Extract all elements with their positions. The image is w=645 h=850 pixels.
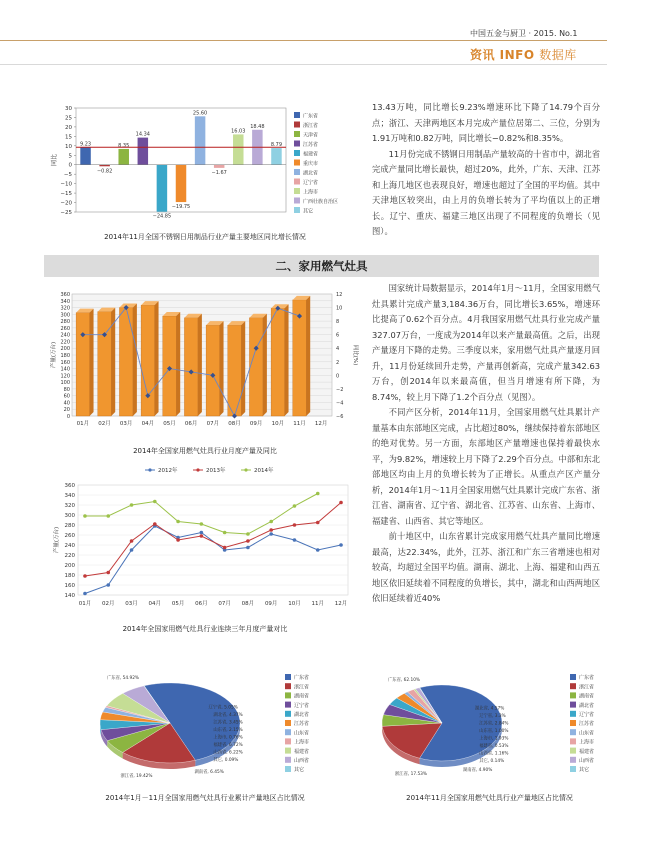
x-tick-label: 04月 (148, 601, 162, 607)
y-tick-label: 25 (65, 115, 72, 122)
legend-swatch (285, 720, 291, 726)
series-point (339, 543, 343, 547)
slice-label: 上海市, 1.93% (479, 736, 509, 742)
x-tick-label: 10月 (271, 421, 285, 427)
series-point (83, 574, 87, 578)
x-tick-label: 07月 (206, 421, 220, 427)
x-tick-label: 03月 (125, 601, 138, 607)
legend-label: 湖北省 (294, 712, 310, 718)
slice-label: 上海市, 0.76% (213, 735, 243, 741)
slice-label: 湖南省, 6.45% (194, 770, 224, 775)
y2-tick-label: −2 (336, 386, 344, 393)
legend-swatch (294, 160, 300, 166)
bar (119, 308, 132, 416)
y-tick-label: 160 (64, 583, 75, 589)
x-tick-label: 05月 (171, 601, 185, 607)
legend-swatch (570, 720, 576, 726)
bar (233, 134, 244, 164)
legend-swatch (294, 179, 300, 185)
bar-side (198, 314, 202, 416)
bar (206, 325, 219, 416)
bar (98, 312, 111, 416)
legend-swatch (570, 692, 576, 698)
legend-label: 山东省 (294, 730, 310, 737)
slice-label: 湖北省, 4.57% (475, 706, 505, 712)
data-label: 14.34 (135, 131, 150, 138)
series-point (246, 532, 250, 536)
y-tick-label: 120 (60, 373, 70, 380)
chart5-caption: 2014年11月全国家用燃气灶具行业产量地区占比情况 (406, 794, 573, 802)
y-tick-label: 140 (60, 366, 70, 373)
legend-label: 浙江省 (303, 123, 319, 129)
bar (76, 313, 89, 416)
pie-november-svg (372, 668, 607, 788)
series-point (176, 520, 180, 524)
y-tick-label: 40 (63, 400, 70, 407)
bar-side (306, 296, 310, 416)
series-point (293, 538, 297, 542)
y-axis-label: 同比 (51, 153, 58, 167)
bar (271, 308, 284, 416)
y-tick-label: 280 (60, 319, 70, 326)
series-point (83, 592, 87, 596)
y-tick-label: −10 (60, 181, 72, 188)
x-tick-label: 01月 (76, 421, 90, 427)
header-rule (0, 40, 607, 41)
legend-label: 江苏省 (294, 721, 310, 728)
legend-swatch (285, 766, 291, 772)
slice-label: 山西省, 6.22% (213, 750, 243, 756)
bar (157, 165, 168, 212)
y-tick-label: −5 (63, 172, 72, 179)
legend-swatch (294, 150, 300, 156)
slice-label: 其它, 0.14% (479, 759, 505, 765)
data-label: −19.75 (171, 204, 191, 211)
text-block-right-top (372, 100, 600, 240)
y2-tick-label: 2 (336, 359, 340, 366)
y-tick-label: 340 (64, 493, 75, 499)
y-tick-label: 20 (63, 407, 70, 414)
chart-three-year (50, 463, 362, 623)
y-tick-label: 5 (68, 153, 72, 160)
y-tick-label: 180 (60, 353, 70, 359)
slice-label: 辽宁省, 3.3% (479, 714, 506, 720)
legend-swatch (285, 711, 291, 717)
data-label: −0.82 (96, 168, 113, 175)
x-tick-label: 05月 (163, 421, 176, 427)
legend-swatch (285, 738, 291, 744)
x-tick-label: 01月 (78, 601, 92, 607)
legend-swatch (294, 188, 300, 194)
paragraph: 前十地区中，山东省累计完成家用燃气灶具产量同比增速最高，达22.34%，此外，江苏、浙江和广东三省增速也相对较高，均超过全国平均值。湖南、湖北、上海、福建和山西五地区依旧延续着不同程度的负增长，其中，湖北和山西两地区依旧延续着近40% (372, 531, 600, 603)
y-tick-label: 200 (60, 346, 70, 353)
bar (176, 165, 187, 202)
legend-label: 湖北省 (303, 170, 319, 177)
series-point (223, 531, 227, 535)
series-point (130, 503, 134, 507)
monthly-output-svg (50, 288, 362, 443)
y-tick-label: 240 (60, 332, 70, 339)
paragraph: 国家统计局数据显示，2014年1月～11月，全国家用燃气灶具累计完成产量3,184.36万台，同比增长3.65%，增速环比提高了0.62个百分点。4月我国家用燃气灶具行业完成产量327.07万台，一度成为2014年以来产量最高值。之后，出现产量逐月下降的走势。三季度以来，家用燃气灶具产量逐月回升，11月份延续回升走势，产量再创新高，完成产量342.63万台，创2014年以来最高值，但当月增速有所下降，为8.74%，较上月下降了1.2个百分点（见图）。 (372, 283, 600, 402)
slice-label: 山西省, 1.16% (479, 751, 509, 757)
legend-label: 浙江省 (579, 684, 595, 691)
series-point (153, 522, 157, 526)
legend-label: 天津省 (303, 132, 319, 139)
y2-tick-label: 8 (336, 319, 340, 326)
pie-cumulative-svg (80, 668, 330, 788)
y-tick-label: 0 (68, 162, 72, 169)
y2-tick-label: 4 (336, 346, 340, 353)
slice-label: 山东省, 2.15% (213, 728, 243, 733)
slice-label: 广东省, 54.92% (107, 676, 140, 681)
bar-side (176, 312, 180, 416)
legend-label: 山西省 (579, 758, 595, 764)
series-point (200, 531, 204, 535)
series-point (316, 548, 320, 552)
x-tick-label: 09月 (249, 421, 263, 427)
legend-marker (148, 468, 151, 471)
legend-swatch (570, 711, 576, 717)
y-tick-label: 100 (60, 380, 70, 387)
y-tick-label: 30 (65, 106, 72, 112)
data-label: −1.67 (211, 169, 227, 176)
chart3-caption: 2014年全国家用燃气灶具行业连续三年月度产量对比 (122, 625, 288, 633)
x-tick-label: 06月 (195, 601, 208, 607)
bar (271, 148, 282, 165)
legend-label: 福建省 (294, 748, 310, 755)
series-point (130, 539, 134, 543)
legend-swatch (285, 748, 291, 754)
series-point (106, 514, 110, 518)
legend-swatch (285, 692, 291, 698)
three-year-svg (50, 463, 362, 623)
x-tick-label: 03月 (119, 421, 133, 427)
bar-side (241, 321, 245, 416)
series-point (293, 504, 297, 508)
slice-label: 福建省, 0.53% (479, 744, 509, 750)
legend-swatch (294, 112, 300, 118)
legend-label: 辽宁省 (303, 180, 319, 186)
legend-swatch (294, 207, 300, 213)
series-point (200, 522, 204, 526)
legend-label: 2012年 (158, 468, 178, 474)
legend-label: 辽宁省 (294, 702, 310, 709)
legend-swatch (570, 748, 576, 754)
series-point (269, 520, 273, 524)
x-tick-label: 10月 (288, 601, 301, 607)
legend-swatch (294, 122, 300, 128)
text-block-right-mid (372, 281, 600, 607)
x-tick-label: 08月 (241, 601, 255, 607)
legend-label: 重庆市 (303, 161, 319, 167)
y2-tick-label: 10 (336, 305, 343, 312)
legend-swatch (285, 683, 291, 689)
bar (195, 116, 206, 164)
series-point (200, 534, 204, 538)
slice-label: 福建省, 6.72% (213, 743, 243, 748)
y-tick-label: 340 (60, 298, 70, 305)
legend-label: 2014年 (254, 468, 274, 474)
chart-pie-november (372, 668, 607, 788)
bar-side (220, 321, 224, 416)
y-tick-label: 260 (60, 325, 70, 332)
data-label: 18.48 (250, 123, 265, 130)
legend-swatch (570, 702, 576, 708)
series-point (106, 571, 110, 575)
section-title: 二、家用燃气灶具 (275, 259, 368, 273)
y-tick-label: 360 (60, 292, 70, 298)
y-tick-label: −15 (60, 191, 72, 198)
legend-label: 其它 (579, 767, 590, 774)
slice-label: 江苏省, 3.45% (213, 720, 243, 726)
y-tick-label: −20 (60, 200, 72, 207)
section-title-band (44, 255, 599, 277)
legend-label: 其它 (303, 208, 314, 215)
section-db: 数据库 (539, 48, 577, 62)
legend-swatch (570, 674, 576, 680)
legend-label: 其它 (294, 767, 305, 774)
section-label: 资讯 INFO (470, 48, 535, 62)
data-label: 8.35 (118, 142, 130, 149)
legend-label: 辽宁省 (579, 712, 595, 718)
chart1-caption: 2014年11月全国不锈钢日用制品行业产量主要地区同比增长情况 (104, 233, 306, 241)
journal-header: 中国五金与厨卫 · 2015. No.1 (470, 29, 578, 38)
bar-side (133, 304, 137, 416)
slice-label: 湖北省, 4.37% (213, 713, 243, 718)
paragraph: 11月份完成不锈钢日用制品产量较高的十省市中，湖北省完成产量同比增长最快，超过20%，此外，广东、天津、江苏和上海几地区也表现良好，增速也超过了全国的平均值。其中天津地区较突出，由上月的负增长转为了平均值以上的正增长。辽宁、重庆、福建三地区出现了不同程度的负增长（见图）。 (372, 148, 600, 236)
legend-marker (196, 468, 199, 471)
x-tick-label: 07月 (218, 601, 231, 607)
legend-label: 湖北省 (579, 702, 595, 709)
legend-swatch (570, 738, 576, 744)
y-tick-label: 300 (64, 513, 75, 519)
bar (118, 149, 128, 165)
legend-swatch (294, 169, 300, 175)
legend-label: 福建省 (303, 151, 319, 158)
x-tick-label: 08月 (228, 421, 241, 427)
slice-label: 其它, 0.09% (213, 758, 239, 763)
series-point (106, 583, 110, 587)
paragraph: 13.43万吨，同比增长9.23%增速环比下降了14.79个百分点；浙江、天津两地区本月完成产量位居第二、三位，分别为1.91万吨和0.82万吨，同比增长−0.82%和8.35%。 (372, 102, 600, 143)
y-tick-label: 320 (64, 503, 75, 509)
y-tick-label: 15 (65, 134, 72, 141)
legend-swatch (294, 198, 300, 204)
series-point (269, 528, 273, 532)
x-tick-label: 09月 (264, 601, 278, 607)
legend-swatch (570, 757, 576, 763)
legend-label: 山西省 (294, 758, 310, 764)
x-tick-label: 02月 (102, 601, 115, 607)
y-tick-label: 20 (65, 124, 72, 131)
legend-swatch (285, 702, 291, 708)
slice-label: 浙江省, 17.53% (394, 772, 427, 777)
bar (214, 165, 225, 168)
series-point (269, 532, 273, 536)
bar (138, 138, 149, 165)
legend-swatch (570, 683, 576, 689)
chart4-caption: 2014年1月－11月全国家用燃气灶具行业累计产量地区占比情况 (105, 794, 305, 802)
legend-label: 浙江省 (294, 684, 310, 691)
y-tick-label: 280 (64, 523, 75, 529)
legend-label: 广东省 (579, 675, 595, 682)
legend-swatch (285, 729, 291, 735)
legend-label: 山东省 (579, 730, 595, 737)
y-tick-label: 10 (65, 143, 72, 150)
x-tick-label: 04月 (141, 421, 155, 427)
y2-tick-label: −4 (336, 400, 344, 407)
legend-swatch (294, 131, 300, 137)
chart-stainless-growth (50, 102, 360, 232)
legend-label: 湖南省 (579, 693, 595, 700)
y-tick-label: −25 (60, 210, 72, 216)
data-label: 8.79 (270, 142, 283, 149)
legend-label: 广西壮族自治区 (303, 199, 339, 205)
chart-monthly-output (50, 288, 362, 443)
bar-side (155, 301, 159, 416)
series-point (316, 521, 320, 525)
y-tick-label: 260 (64, 533, 75, 539)
y-tick-label: 320 (60, 305, 70, 312)
y-tick-label: 200 (64, 563, 75, 569)
y-tick-label: 0 (66, 414, 70, 420)
x-tick-label: 06月 (184, 421, 198, 427)
bar (249, 318, 262, 416)
y2-tick-label: 12 (336, 292, 343, 298)
bar (184, 318, 197, 416)
y-tick-label: 300 (60, 312, 70, 319)
slice-label: 江苏省, 2.84% (479, 721, 509, 727)
y-tick-label: 60 (63, 393, 70, 400)
y2-axis-label: 同比(%) (352, 344, 358, 366)
legend-swatch (285, 674, 291, 680)
legend-label: 江苏省 (579, 721, 595, 728)
y-axis-label: 产量(万台) (54, 526, 60, 554)
legend-label: 广东省 (303, 113, 319, 120)
series-point (83, 514, 87, 518)
series-point (339, 501, 343, 505)
series-point (246, 539, 250, 543)
chart-pie-cumulative (80, 668, 330, 788)
y-tick-label: 80 (63, 386, 70, 393)
section-header (470, 46, 577, 63)
slice-label: 山东省, 1.00% (479, 729, 509, 735)
chart2-caption: 2014年全国家用燃气灶具行业月度产量及同比 (133, 447, 277, 455)
legend-marker (244, 468, 247, 471)
paragraph: 不同产区分析，2014年11月，全国家用燃气灶具累计产量基本由东部地区完成，占比超过80%，继续保持着东部地区的绝对优势。另一方面，东部地区产量增速也保持着最快水平，为9.82%，增速较上月下降了2.29个百分点。中部和东北部地区均由上月的负增长转为了正增长。从重点产区产量分析，2014年1月～11月全国家用燃气灶具累计完成广东省、浙江省、湖南省、辽宁省、湖北省、江苏省、山东省、上海市、福建省、山西省、其它等地区。 (372, 407, 600, 526)
series-point (293, 523, 297, 527)
series-point (130, 548, 134, 552)
y-tick-label: 360 (64, 483, 75, 489)
x-tick-label: 02月 (98, 421, 111, 427)
y-axis-label: 产量(万台) (51, 341, 57, 369)
data-label: 16.03 (231, 128, 246, 135)
y2-tick-label: 0 (336, 373, 340, 380)
x-tick-label: 12月 (334, 601, 348, 607)
series-point (176, 538, 180, 542)
legend-label: 湖南省 (294, 693, 310, 700)
y2-tick-label: 6 (336, 332, 340, 339)
series-point (246, 546, 250, 550)
y2-tick-label: −6 (336, 414, 344, 420)
header-rule-secondary (0, 64, 607, 65)
data-label: −24.85 (152, 213, 172, 220)
series-point (153, 500, 157, 504)
legend-label: 江苏省 (303, 142, 319, 148)
series-point (223, 546, 227, 550)
legend-swatch (285, 757, 291, 763)
legend-label: 上海市 (303, 189, 319, 196)
bar (141, 305, 154, 416)
legend-swatch (294, 141, 300, 147)
legend-label: 上海市 (579, 739, 595, 746)
x-tick-label: 12月 (314, 421, 328, 427)
legend-label: 广东省 (294, 675, 310, 682)
bar-side (285, 304, 289, 416)
legend-label: 福建省 (579, 748, 595, 755)
legend-swatch (570, 729, 576, 735)
series-point (316, 492, 320, 496)
x-tick-label: 11月 (311, 601, 324, 607)
y-tick-label: 240 (64, 543, 75, 549)
y-tick-label: 160 (60, 359, 70, 366)
x-tick-label: 11月 (293, 421, 306, 427)
legend-swatch (570, 766, 576, 772)
bar (80, 147, 91, 164)
y-tick-label: 140 (64, 593, 75, 599)
plot-area (78, 485, 348, 595)
slice-label: 辽宁省, 5.05% (208, 705, 238, 711)
legend-label: 上海市 (294, 739, 310, 746)
slice-label: 浙江省, 19.42% (120, 774, 153, 779)
y-tick-label: 180 (64, 573, 75, 579)
y-tick-label: 220 (64, 553, 75, 559)
data-label: 9.23 (79, 141, 92, 148)
y-tick-label: 220 (60, 339, 70, 346)
slice-label: 广东省, 62.10% (388, 678, 421, 683)
stainless-growth-svg (50, 102, 360, 232)
legend-label: 2013年 (206, 468, 226, 474)
slice-label: 湖南省, 4.90% (463, 768, 493, 773)
data-label: 25.60 (192, 110, 208, 117)
bar-side (90, 309, 94, 416)
